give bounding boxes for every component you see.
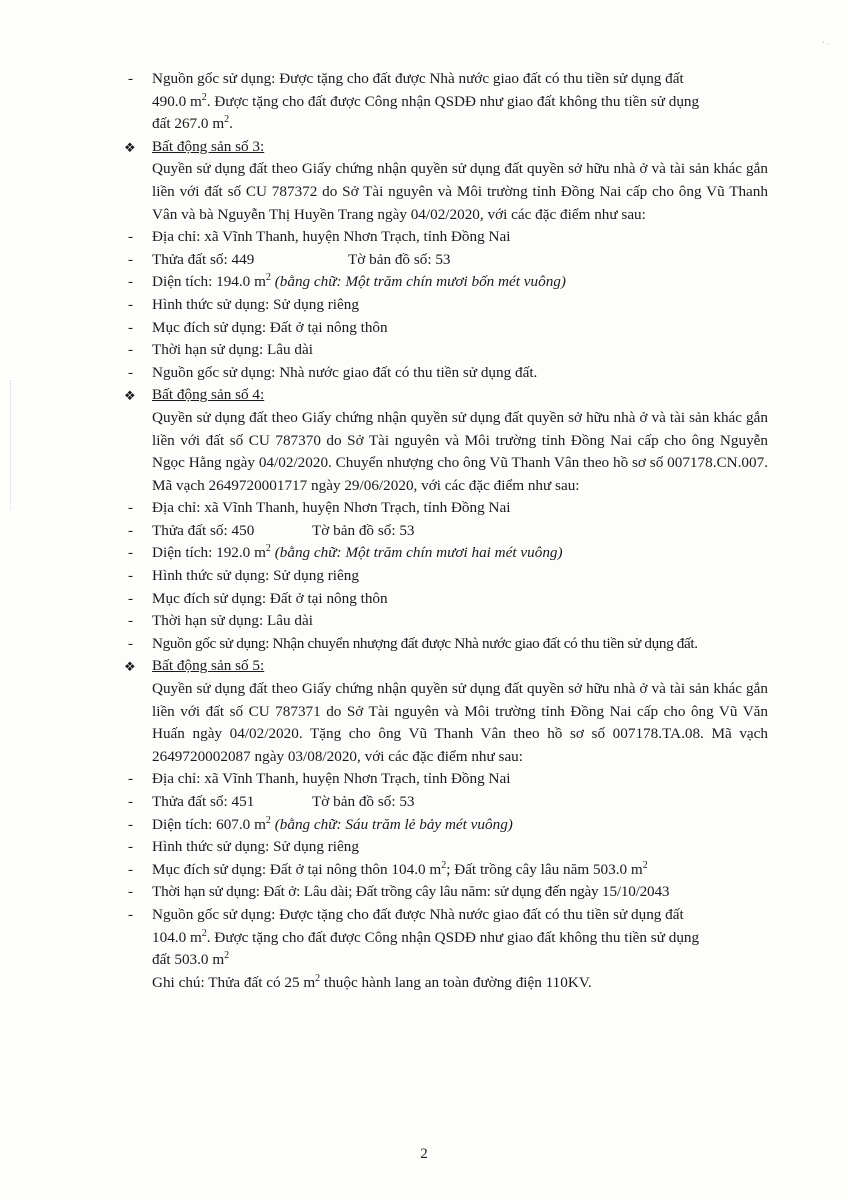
document-body	[118, 68, 768, 994]
area-item	[118, 814, 768, 837]
corner-mark: ' ·	[822, 40, 830, 51]
origin-item: - Nguồn gốc sử dụng: Nhà nước giao đất có thu tiền sử dụng đất.	[118, 362, 768, 385]
note	[118, 972, 768, 995]
section-heading-bds5	[118, 655, 768, 678]
note-pre: Ghi chú: Thửa đất có 25 m	[152, 973, 316, 991]
use-purpose-part-2: ; Đất trồng cây lâu năm 503.0 m	[446, 860, 643, 878]
origin-item: - Nguồn gốc sử dụng: Nhận chuyển nhượng đất được Nhà nước giao đất có thu tiền sử dụng đất.	[118, 633, 768, 656]
use-purpose-item	[118, 859, 768, 882]
section-intro-bds4: Quyền sử dụng đất theo Giấy chứng nhận quyền sử dụng đất quyền sở hữu nhà ở và tài sản khác gắn liền với đất số CU 787370 do Sở Tài nguyên và Môi trường tỉnh Đồng Nai cấp cho ông Nguyễn Ngọc Hằng ngày 04/02/2020. Chuyển nhượng cho ông Vũ Thanh Vân theo hồ sơ số 007178.CN.007. Mã vạch 2649720001717 ngày 29/06/2020, với các đặc điểm như sau:	[152, 408, 768, 494]
area-value: Diện tích: 607.0 m	[152, 815, 266, 833]
origin-line-2-post: . Được tặng cho đất được Công nhận QSDĐ như giao đất không thu tiền sử dụng	[206, 928, 700, 946]
parcel-item	[118, 791, 768, 814]
origin-line-1: Nguồn gốc sử dụng: Được tặng cho đất được Nhà nước giao đất có thu tiền sử dụng đất	[152, 905, 684, 923]
diamond-bullet-icon: ❖	[124, 139, 136, 155]
origin-line-3-pre: đất 267.0 m	[152, 115, 225, 133]
heading-text: Bất động sản số 4:	[152, 386, 265, 404]
use-purpose-part-1: Mục đích sử dụng: Đất ở tại nông thôn 104.0 m	[152, 860, 442, 878]
superscript: 2	[265, 543, 271, 555]
superscript: 2	[201, 91, 207, 103]
use-term-item: - Thời hạn sử dụng: Lâu dài	[118, 339, 768, 362]
use-form-item: - Hình thức sử dụng: Sử dụng riêng	[118, 565, 768, 588]
use-form-item: - Hình thức sử dụng: Sử dụng riêng	[118, 836, 768, 859]
parcel-item	[118, 520, 768, 543]
origin-line-1: Nguồn gốc sử dụng: Được tặng cho đất được Nhà nước giao đất có thu tiền sử dụng đất	[152, 70, 684, 87]
section-intro-bds3: Quyền sử dụng đất theo Giấy chứng nhận quyền sử dụng đất quyền sở hữu nhà ở và tài sản khác gắn liền với đất số CU 787372 do Sở Tài nguyên và Môi trường tỉnh Đồng Nai cấp cho ông Vũ Thanh Vân và bà Nguyễn Thị Huyền Trang ngày 04/02/2020, với các đặc điểm như sau:	[152, 160, 768, 223]
use-term-item: - Thời hạn sử dụng: Lâu dài	[118, 610, 768, 633]
origin-line-3-post: .	[229, 115, 233, 133]
origin-line-2-pre: 104.0 m	[152, 928, 202, 946]
area-item	[118, 271, 768, 294]
diamond-bullet-icon: ❖	[124, 659, 136, 675]
origin-item-bds2	[118, 68, 768, 136]
origin-item	[118, 904, 768, 972]
parcel-number: Thửa đất số: 451	[152, 793, 255, 810]
parcel-number: Thửa đất số: 449	[152, 250, 255, 268]
use-purpose-item: - Mục đích sử dụng: Đất ở tại nông thôn	[118, 317, 768, 340]
use-purpose-item: - Mục đích sử dụng: Đất ở tại nông thôn	[118, 588, 768, 611]
origin-line-3-pre: đất 503.0 m	[152, 951, 225, 969]
superscript: 2	[315, 972, 321, 984]
section-heading-bds3	[118, 136, 768, 159]
page-number: 2	[420, 1146, 428, 1162]
area-words: (bằng chữ: Một trăm chín mươi bốn mét vuông)	[274, 273, 566, 291]
address-item: - Địa chỉ: xã Vĩnh Thanh, huyện Nhơn Trạch, tỉnh Đồng Nai	[118, 768, 768, 791]
section-intro-bds5: Quyền sử dụng đất theo Giấy chứng nhận quyền sử dụng đất quyền sở hữu nhà ở và tài sản khác gắn liền với đất số CU 787371 do Sở Tài nguyên và Môi trường tỉnh Đồng Nai cấp cho ông Vũ Văn Huấn ngày 04/02/2020. Tặng cho ông Vũ Thanh Vân theo hồ sơ số 007178.TA.08. Mã vạch 2649720002087 ngày 03/08/2020, với các đặc điểm như sau:	[152, 680, 768, 765]
map-sheet-number: Tờ bản đồ số: 53	[348, 250, 451, 268]
superscript: 2	[201, 927, 207, 939]
origin-line-2-pre: 490.0 m	[152, 92, 202, 110]
parcel-number: Thửa đất số: 450	[152, 521, 255, 539]
superscript: 2	[265, 814, 271, 826]
map-sheet-number: Tờ bản đồ số: 53	[312, 793, 415, 810]
heading-text: Bất động sản số 5:	[152, 657, 265, 675]
area-value: Diện tích: 192.0 m	[152, 544, 266, 562]
superscript: 2	[224, 114, 230, 126]
section-heading-bds4	[118, 384, 768, 407]
superscript: 2	[441, 859, 447, 871]
address-item: - Địa chỉ: xã Vĩnh Thanh, huyện Nhơn Trạch, tỉnh Đồng Nai	[118, 497, 768, 520]
heading-text: Bất động sản số 3:	[152, 137, 265, 155]
area-words: (bằng chữ: Một trăm chín mươi hai mét vuông)	[274, 544, 563, 562]
area-item	[118, 542, 768, 565]
note-post: thuộc hành lang an toàn đường điện 110KV.	[320, 973, 592, 991]
area-value: Diện tích: 194.0 m	[152, 273, 266, 291]
map-sheet-number: Tờ bản đồ số: 53	[312, 521, 415, 539]
use-form-item: - Hình thức sử dụng: Sử dụng riêng	[118, 294, 768, 317]
origin-line-2-post: . Được tặng cho đất được Công nhận QSDĐ như giao đất không thu tiền sử dụng	[206, 92, 700, 110]
superscript: 2	[642, 859, 648, 871]
superscript: 2	[224, 950, 230, 962]
area-words: (bằng chữ: Sáu trăm lẻ bảy mét vuông)	[274, 815, 513, 833]
parcel-item	[118, 249, 768, 272]
use-term-item: - Thời hạn sử dụng: Đất ở: Lâu dài; Đất trồng cây lâu năm: sử dụng đến ngày 15/10/2043	[118, 881, 768, 904]
diamond-bullet-icon: ❖	[124, 388, 136, 404]
address-item: - Địa chỉ: xã Vĩnh Thanh, huyện Nhơn Trạch, tỉnh Đồng Nai	[118, 226, 768, 249]
stamp-edge-mark	[0, 380, 11, 510]
superscript: 2	[265, 272, 271, 284]
